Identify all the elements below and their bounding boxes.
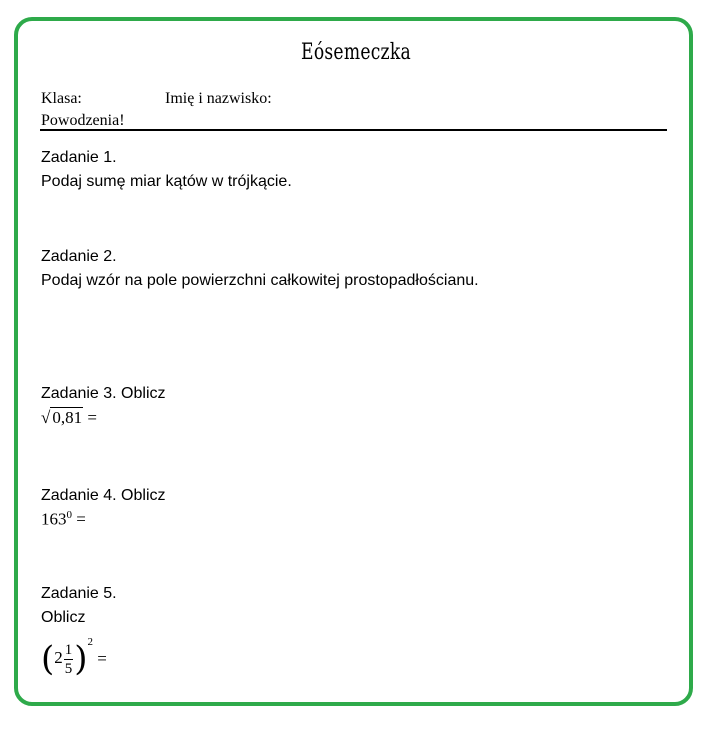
task-5-text: Oblicz xyxy=(41,609,86,626)
left-paren: ( xyxy=(41,639,55,680)
task-1-text: Podaj sumę miar kątów w trójkącie. xyxy=(41,173,292,190)
task-2-heading: Zadanie 2. xyxy=(41,248,117,265)
sqrt-symbol: √ xyxy=(41,408,51,427)
task-4-equals: = xyxy=(76,509,86,529)
power-base: 163 xyxy=(41,509,67,529)
class-label: Klasa: xyxy=(41,90,82,107)
worksheet-title: Eósemeczka xyxy=(301,40,411,65)
header-divider xyxy=(40,129,667,131)
good-luck-text: Powodzenia! xyxy=(41,112,125,129)
right-paren: ) xyxy=(74,639,88,680)
fraction-denominator: 5 xyxy=(64,660,73,677)
task-4-heading: Zadanie 4. Oblicz xyxy=(41,487,166,504)
task-3-equals: = xyxy=(87,408,97,427)
task-5 xyxy=(41,582,117,630)
power-exponent: 0 xyxy=(66,509,72,521)
task-5-exponent: 2 xyxy=(87,636,94,648)
task-3-expression xyxy=(41,408,97,428)
sqrt-radicand: 0,81 xyxy=(52,408,83,427)
task-2-text: Podaj wzór na pole powierzchni całkowitej prostopadłościanu. xyxy=(41,272,479,289)
task-1-heading: Zadanie 1. xyxy=(41,149,117,166)
task-5-expression xyxy=(41,636,107,679)
name-label: Imię i nazwisko: xyxy=(165,90,272,107)
task-1 xyxy=(41,146,292,194)
fraction xyxy=(64,641,74,678)
task-3-heading: Zadanie 3. Oblicz xyxy=(41,385,166,402)
fraction-numerator: 1 xyxy=(64,641,73,658)
task-4-expression xyxy=(41,509,86,530)
task-2 xyxy=(41,245,479,293)
sqrt-expression xyxy=(41,408,83,428)
task-5-heading: Zadanie 5. xyxy=(41,585,117,602)
mixed-whole: 2 xyxy=(54,648,63,667)
task-5-equals: = xyxy=(97,649,107,669)
